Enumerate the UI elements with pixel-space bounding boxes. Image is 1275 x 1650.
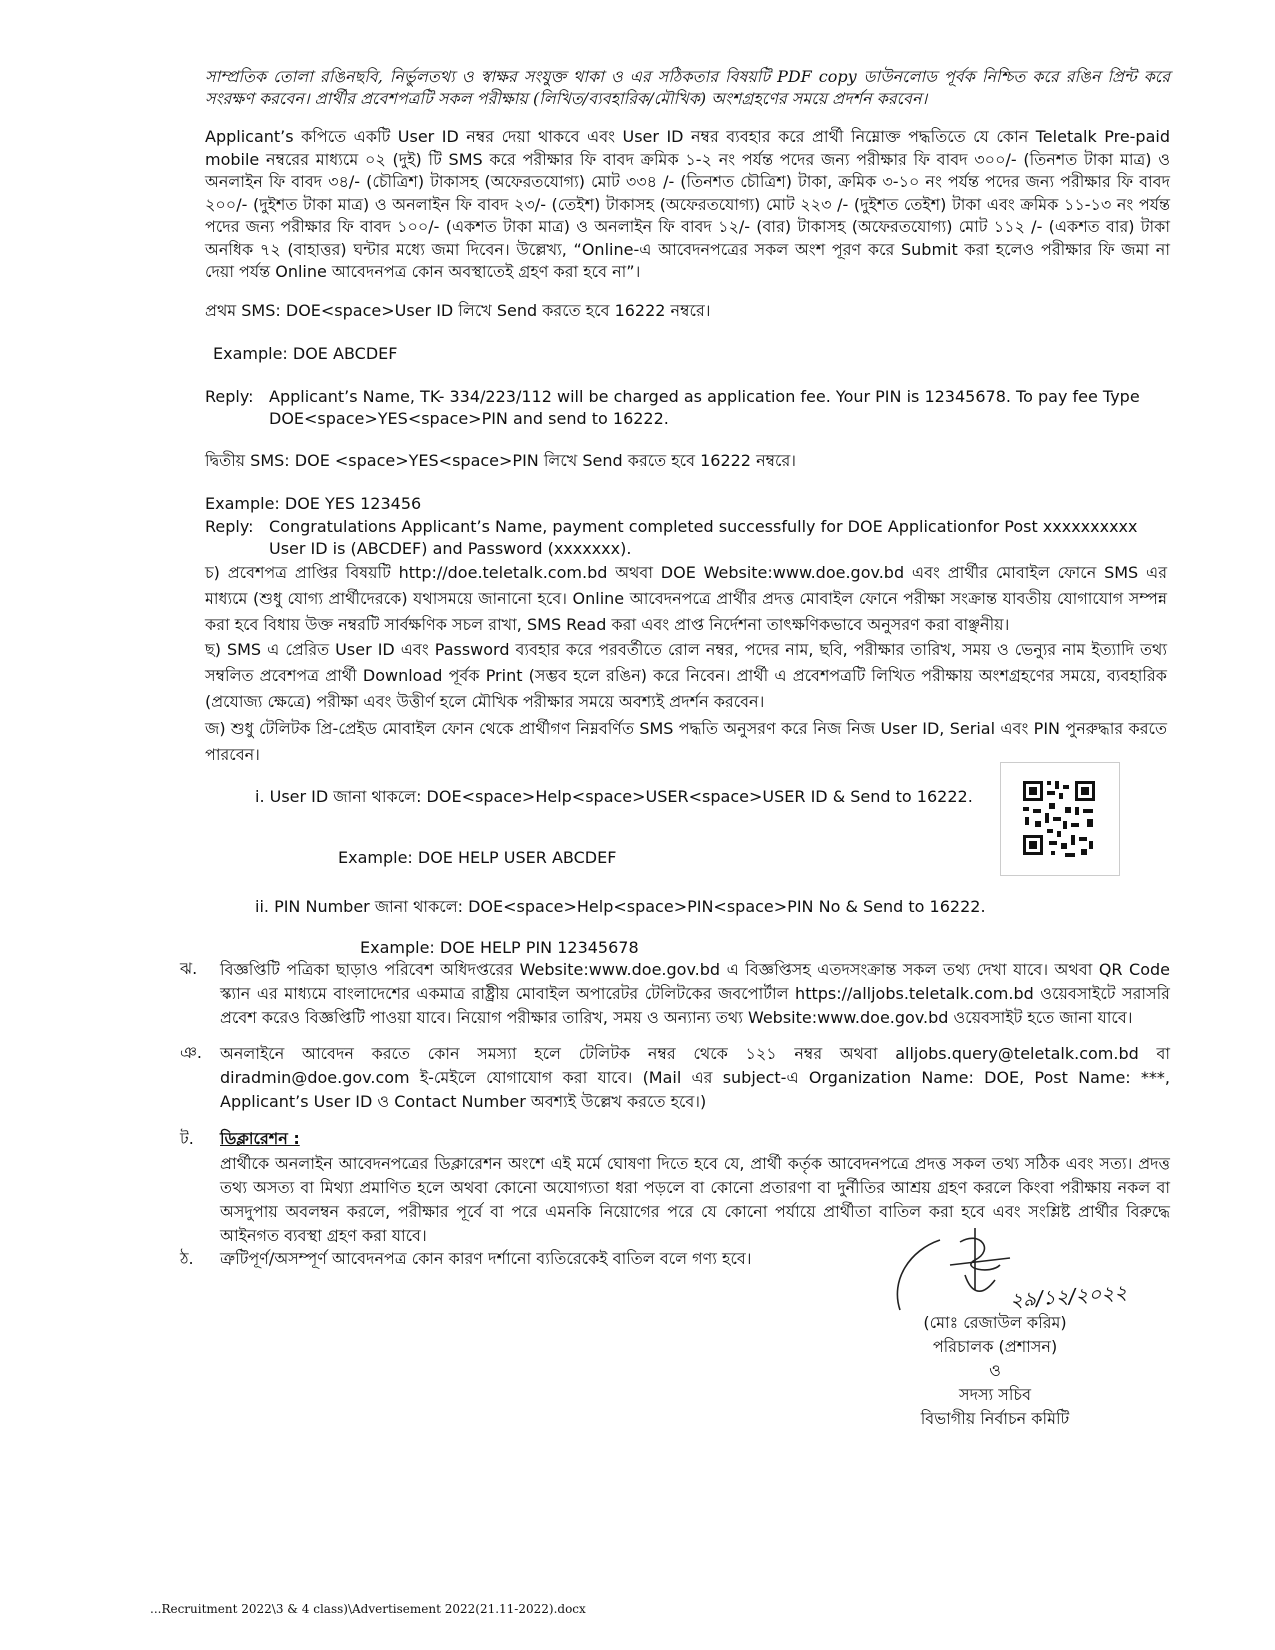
signatory-conjunction: ও	[989, 1361, 1001, 1380]
signature-block	[880, 1220, 1160, 1428]
sms1-instruction: প্রথম SMS: DOE<space>User ID লিখে Send করতে হবে 16222 নম্বরে।	[205, 301, 711, 320]
item-jha-marker: ঝ.	[180, 959, 198, 978]
recover-user-id-example: Example: DOE HELP USER ABCDEF	[338, 848, 617, 867]
signatory-designation: পরিচালক (প্রশাসন)	[932, 1337, 1058, 1356]
signatory-role: সদস্য সচিব	[959, 1385, 1031, 1404]
sms2-reply-text: Congratulations Applicant’s Name, payment completed successfully for DOE Applicationfor Post xxxxxxxxxx User ID is (ABCDEF) and Password (xxxxxxx).	[269, 517, 1138, 558]
signature-date: ২৯/১২/২০২২	[1009, 1279, 1128, 1313]
item-ja: জ) শুধু টেলিটক প্রি-প্রেইড মোবাইল ফোন থেকে প্রার্থীগণ নিম্নবর্ণিত SMS পদ্ধতি অনুসরণ করে নিজ নিজ User ID, Serial এবং PIN পুনরুদ্ধার করতে পারবেন।	[205, 719, 1167, 764]
item-nya-text: অনলাইনে আবেদন করতে কোন সমস্যা হলে টেলিটক নম্বর থেকে ১২১ নম্বর অথবা alljobs.query@teletalk.com.bd বা diradmin@doe.gov.com ই-মেইলে যোগাযোগ করা যাবে। (Mail এর subject-এ Organization Name: DOE, Post Name: ***, Applicant’s User ID ও Contact Number অবশ্যই উল্লেখ করতে হবে।)	[220, 1044, 1170, 1111]
item-ta-text: প্রার্থীকে অনলাইন আবেদনপত্রের ডিক্লারেশন অংশে এই মর্মে ঘোষণা দিতে হবে যে, প্রার্থী কর্তৃক আবেদনপত্রে প্রদত্ত সকল তথ্য সঠিক এবং সত্য। প্রদত্ত তথ্য অসত্য বা মিথ্যা প্রমাণিত হলে অথবা কোনো অযোগ্যতা ধরা পড়লে বা কোনো প্রতারণা বা দুর্নীতির আশ্রয় গ্রহণ করলে কিংবা পরীক্ষায় নকল বা অসদুপায় অবলম্বন করলে, পরীক্ষার পূর্বে বা পরে এমনকি নিয়োগের পরে যে কোনো পর্যায়ে প্রার্থীতা বাতিল করা হবে এবং সংশ্লিষ্ট প্রার্থীর বিরুদ্ধে আইনগত ব্যবস্থা গ্রহণ করা যাবে।	[220, 1154, 1170, 1245]
recover-pin: ii. PIN Number জানা থাকলে: DOE<space>Help<space>PIN<space>PIN No & Send to 16222.	[255, 897, 986, 916]
intro-paragraph: সাম্প্রতিক তোলা রঙিনছবি, নির্ভুলতথ্য ও স্বাক্ষর সংযুক্ত থাকা ও এর সঠিকতার বিষয়টি PDF copy ডাউনলোড পূর্বক নিশ্চিত করে রঙিন প্রিন্ট করে সংরক্ষণ করবেন। প্রার্থীর প্রবেশপত্রটি সকল পরীক্ষায় (লিখিত/ব্যবহারিক/মৌখিক) অংশগ্রহণের সময়ে প্রদর্শন করবেন।	[205, 67, 1170, 108]
item-tha-marker: ঠ.	[180, 1249, 194, 1268]
footer-file-path: ...Recruitment 2022\3 & 4 class)\Advertisement 2022(21.11-2022).docx	[150, 1602, 586, 1616]
sms2-instruction: দ্বিতীয় SMS: DOE <space>YES<space>PIN লিখে Send করতে হবে 16222 নম্বরে।	[205, 451, 797, 470]
sms1-reply-text: Applicant’s Name, TK- 334/223/112 will be charged as application fee. Your PIN is 12345678. To pay fee Type DOE<space>YES<space>PIN and send to 16222.	[269, 387, 1140, 428]
fee-paragraph: Applicant’s কপিতে একটি User ID নম্বর দেয়া থাকবে এবং User ID নম্বর ব্যবহার করে প্রার্থী নিম্নোক্ত পদ্ধতিতে যে কোন Teletalk Pre-paid mobile নম্বরের মাধ্যমে ০২ (দুই) টি SMS করে পরীক্ষার ফি বাবদ ক্রমিক ১-২ নং পর্যন্ত পদের জন্য পরীক্ষার ফি বাবদ ৩০০/- (তিনশত টাকা মাত্র) ও অনলাইন ফি বাবদ ৩৪/- (চৌত্রিশ) টাকাসহ (অফেরতযোগ্য) মোট ৩৩৪ /- (তিনশত চৌত্রিশ) টাকা, ক্রমিক ৩-১০ নং পর্যন্ত পদের জন্য পরীক্ষার ফি বাবদ ২০০/- (দুইশত টাকা মাত্র) ও অনলাইন ফি বাবদ ২৩/- (তেইশ) টাকাসহ (অফেরতযোগ্য) মোট ২২৩ /- (দুইশত তেইশ) টাকা এবং ক্রমিক ১১-১৩ নং পর্যন্ত পদের জন্য পরীক্ষার ফি বাবদ ১০০/- (একশত টাকা মাত্র) ও অনলাইন ফি বাবদ ১২/- (বার) টাকাসহ (অফেরতযোগ্য) মোট ১১২ /- (একশত বার) টাকা অনধিক ৭২ (বাহাত্তর) ঘন্টার মধ্যে জমা দিবেন। উল্লেখ্য, “Online-এ আবেদনপত্রের সকল অংশ পূরণ করে Submit করা হলেও পরীক্ষার ফি জমা না দেয়া পর্যন্ত Online আবেদনপত্র কোন অবস্থাতেই গ্রহণ করা হবে না”।	[205, 127, 1170, 281]
recover-pin-example: Example: DOE HELP PIN 12345678	[360, 938, 639, 957]
signatory-name: (মোঃ রেজাউল করিম)	[923, 1313, 1067, 1332]
item-ta-heading: ডিক্লারেশন :	[220, 1129, 300, 1148]
qr-code	[1000, 762, 1120, 876]
sms2-example: Example: DOE YES 123456	[205, 494, 422, 513]
signatory-committee: বিভাগীয় নির্বাচন কমিটি	[920, 1409, 1070, 1428]
sms1-example: Example: DOE ABCDEF	[213, 344, 398, 363]
sms2-reply-label: Reply:	[205, 517, 254, 536]
item-cha: চ) প্রবেশপত্র প্রাপ্তির বিষয়টি http://doe.teletalk.com.bd অথবা DOE Website:www.doe.gov.bd এবং প্রার্থীর মোবাইল ফোনে SMS এর মাধ্যমে (শুধু যোগ্য প্রার্থীদেরকে) যথাসময়ে জানানো হবে। Online আবেদনপত্রে প্রার্থীর প্রদত্ত মোবাইল ফোনে পরীক্ষা সংক্রান্ত যাবতীয় যোগাযোগ সম্পন্ন করা হবে বিধায় উক্ত নম্বরটি সার্বক্ষণিক সচল রাখা, SMS Read করা এবং প্রাপ্ত নির্দেশনা তাৎক্ষণিকভাবে অনুসরণ করা বাঞ্ছনীয়।	[205, 563, 1167, 634]
qr-code-image	[1001, 763, 1119, 875]
sms1-reply-label: Reply:	[205, 387, 254, 406]
item-tha-text: ত্রুটিপূর্ণ/অসম্পূর্ণ আবেদনপত্র কোন কারণ দর্শানো ব্যতিরেকেই বাতিল বলে গণ্য হবে।	[220, 1249, 752, 1268]
item-ta-marker: ট.	[180, 1129, 194, 1148]
item-chha: ছ) SMS এ প্রেরিত User ID এবং Password ব্যবহার করে পরবর্তীতে রোল নম্বর, পদের নাম, ছবি, পরীক্ষার তারিখ, সময় ও ভেন্যুর নাম ইত্যাদি তথ্য সম্বলিত প্রবেশপত্র প্রার্থী Download পূর্বক Print (সম্ভব হলে রঙিন) করে নিবেন। প্রার্থী এ প্রবেশপত্রটি লিখিত পরীক্ষায় অংশগ্রহণের সময়ে, ব্যবহারিক (প্রযোজ্য ক্ষেত্রে) পরীক্ষা এবং উত্তীর্ণ হলে মৌখিক পরীক্ষার সময়ে অবশ্যই প্রদর্শন করবেন।	[205, 640, 1167, 711]
item-nya-marker: ঞ.	[180, 1043, 202, 1062]
recover-user-id: i. User ID জানা থাকলে: DOE<space>Help<space>USER<space>USER ID & Send to 16222.	[255, 787, 973, 806]
item-jha-text: বিজ্ঞপ্তিটি পত্রিকা ছাড়াও পরিবেশ অধিদপ্তরের Website:www.doe.gov.bd এ বিজ্ঞপ্তিসহ এতদসংক্রান্ত সকল তথ্য দেখা যাবে। অথবা QR Code স্ক্যান এর মাধ্যমে বাংলাদেশের একমাত্র রাষ্ট্রীয় মোবাইল অপারেটর টেলিটকের জবপোর্টাল https://alljobs.teletalk.com.bd ওয়েবসাইটে সরাসরি প্রবেশ করেও বিজ্ঞপ্তিটি পাওয়া যাবে। নিয়োগ পরীক্ষার তারিখ, সময় ও অন্যান্য তথ্য Website:www.doe.gov.bd ওয়েবসাইট হতে জানা যাবে।	[220, 960, 1170, 1027]
